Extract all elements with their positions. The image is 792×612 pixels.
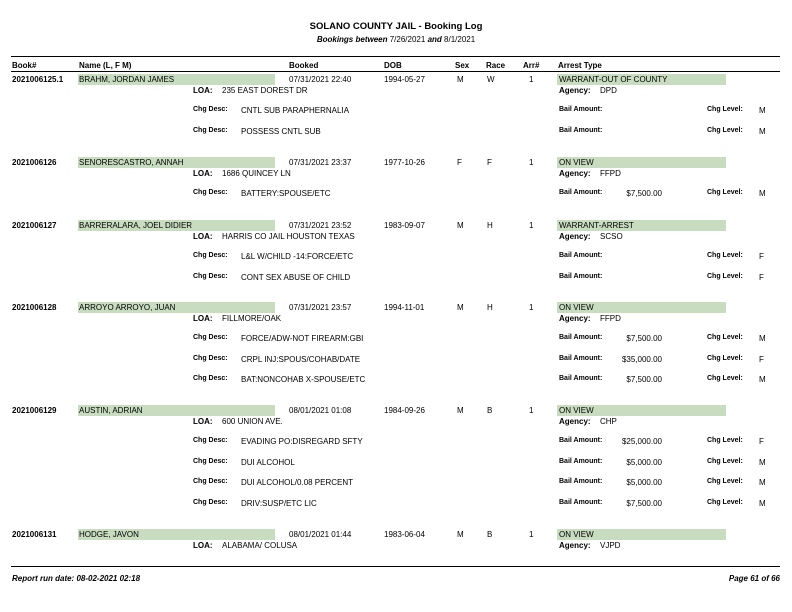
col-header-dob: DOB — [384, 61, 402, 70]
date-of-birth: 1983-09-07 — [384, 221, 425, 230]
sex-value: F — [457, 158, 462, 167]
charge-level-value: F — [759, 354, 764, 364]
agency-label: Agency: — [559, 541, 591, 550]
chg-desc-label: Chg Desc: — [193, 375, 228, 382]
agency-value: CHP — [600, 417, 617, 426]
arrest-type: ON VIEW — [559, 303, 594, 312]
agency-value: SCSO — [600, 232, 623, 241]
agency-label: Agency: — [559, 314, 591, 323]
bail-amount-value: $25,000.00 — [621, 437, 662, 446]
sex-value: M — [457, 221, 464, 230]
col-header-race: Race — [486, 61, 506, 70]
booked-datetime: 07/31/2021 23:37 — [289, 158, 352, 167]
chg-level-label: Chg Level: — [707, 354, 743, 362]
chg-level-label: Chg Level: — [707, 106, 743, 113]
charge-description: DUI ALCOHOL — [241, 457, 295, 467]
charge-level-value: M — [759, 106, 766, 115]
charge-description: CNTL SUB PARAPHERNALIA — [241, 106, 350, 115]
chg-level-label: Chg Level: — [707, 334, 743, 341]
arrest-type: ON VIEW — [559, 158, 594, 167]
chg-level-label: Chg Level: — [707, 375, 743, 382]
charge-level-value: M — [759, 126, 766, 136]
col-header-arrest-type: Arrest Type — [558, 61, 602, 70]
loa-value: FILLMORE/OAK — [222, 314, 282, 323]
loa-label: LOA: — [193, 417, 213, 426]
chg-level-label: Chg Level: — [707, 252, 743, 259]
booking-number: 2021006125.1 — [12, 75, 64, 84]
charge-description: CRPL INJ:SPOUS/COHAB/DATE — [241, 354, 361, 364]
col-header-name: Name (L, F M) — [79, 61, 132, 70]
bail-amount-label: Bail Amount: — [559, 252, 603, 259]
race-value: F — [487, 158, 492, 167]
arrest-number: 1 — [529, 406, 534, 415]
bail-amount-value: $35,000.00 — [621, 354, 662, 364]
chg-desc-label: Chg Desc: — [193, 457, 228, 465]
bail-amount-label: Bail Amount: — [559, 272, 603, 280]
booked-datetime: 07/31/2021 22:40 — [289, 75, 352, 84]
charge-level-value: M — [759, 498, 766, 508]
subtitle-prefix: Bookings between — [316, 35, 388, 44]
chg-level-label: Chg Level: — [707, 126, 743, 134]
booked-datetime: 08/01/2021 01:08 — [289, 406, 352, 415]
charge-description: L&L W/CHILD -14:FORCE/ETC — [241, 252, 354, 261]
bail-amount-value: $7,500.00 — [626, 375, 662, 384]
agency-value: VJPD — [600, 541, 621, 550]
bail-amount-value: $7,500.00 — [626, 498, 662, 508]
chg-desc-label: Chg Desc: — [193, 189, 228, 196]
chg-level-label: Chg Level: — [707, 437, 743, 444]
inmate-name: SENORESCASTRO, ANNAH — [79, 158, 184, 167]
header-rule-bottom — [11, 71, 780, 72]
chg-desc-label: Chg Desc: — [193, 126, 228, 134]
booked-datetime: 08/01/2021 01:44 — [289, 530, 352, 539]
loa-value: HARRIS CO JAIL HOUSTON TEXAS — [222, 232, 355, 241]
chg-desc-label: Chg Desc: — [193, 106, 228, 113]
chg-desc-label: Chg Desc: — [193, 252, 228, 259]
booked-datetime: 07/31/2021 23:57 — [289, 303, 352, 312]
agency-value: DPD — [600, 86, 617, 95]
chg-desc-label: Chg Desc: — [193, 498, 228, 506]
chg-level-label: Chg Level: — [707, 478, 743, 485]
arrest-number: 1 — [529, 303, 534, 312]
booking-number: 2021006126 — [12, 158, 57, 167]
race-value: W — [487, 75, 495, 84]
race-value: H — [487, 221, 493, 230]
col-header-sex: Sex — [455, 61, 470, 70]
charge-description: BATTERY:SPOUSE/ETC — [241, 189, 331, 198]
charge-description: POSSESS CNTL SUB — [241, 126, 321, 136]
inmate-name: AUSTIN, ADRIAN — [79, 406, 143, 415]
inmate-name: BRAHM, JORDAN JAMES — [79, 75, 175, 84]
bail-amount-label: Bail Amount: — [559, 498, 603, 506]
col-header-booked: Booked — [289, 61, 319, 70]
loa-label: LOA: — [193, 232, 213, 241]
footer-rule — [11, 566, 780, 567]
agency-label: Agency: — [559, 86, 591, 95]
bail-amount-value: $5,000.00 — [626, 478, 662, 487]
loa-label: LOA: — [193, 314, 213, 323]
booking-number: 2021006127 — [12, 221, 57, 230]
race-value: H — [487, 303, 493, 312]
arrest-number: 1 — [529, 75, 534, 84]
charge-description: FORCE/ADW-NOT FIREARM:GBI — [241, 334, 364, 343]
arrest-number: 1 — [529, 158, 534, 167]
charge-level-value: M — [759, 457, 766, 467]
inmate-name: HODGE, JAVON — [79, 530, 139, 539]
chg-desc-label: Chg Desc: — [193, 437, 228, 444]
page-number: Page 61 of 66 — [728, 574, 780, 583]
chg-level-label: Chg Level: — [707, 272, 743, 280]
date-of-birth: 1994-05-27 — [384, 75, 425, 84]
arrest-type: WARRANT-ARREST — [559, 221, 634, 230]
charge-description: DRIV:SUSP/ETC LIC — [241, 498, 317, 508]
arrest-number: 1 — [529, 530, 534, 539]
bail-amount-value: $7,500.00 — [626, 189, 662, 198]
bail-amount-label: Bail Amount: — [559, 334, 603, 341]
race-value: B — [487, 406, 493, 415]
loa-value: 600 UNION AVE. — [222, 417, 283, 426]
charge-level-value: M — [759, 478, 766, 487]
arrest-type: ON VIEW — [559, 406, 594, 415]
agency-value: FFPD — [600, 314, 621, 323]
bail-amount-label: Bail Amount: — [559, 437, 603, 444]
bail-amount-label: Bail Amount: — [559, 375, 603, 382]
booked-datetime: 07/31/2021 23:52 — [289, 221, 352, 230]
chg-desc-label: Chg Desc: — [193, 354, 228, 362]
race-value: B — [487, 530, 493, 539]
inmate-name: BARRERALARA, JOEL DIDIER — [79, 221, 193, 230]
header-rule-top — [11, 56, 780, 57]
date-to: 8/1/2021 — [444, 35, 476, 44]
sex-value: M — [457, 530, 464, 539]
date-of-birth: 1984-09-26 — [384, 406, 425, 415]
bail-amount-value: $7,500.00 — [626, 334, 662, 343]
loa-value: 235 EAST DOREST DR — [222, 86, 308, 95]
date-from: 7/26/2021 — [389, 35, 426, 44]
loa-value: ALABAMA/ COLUSA — [222, 541, 298, 550]
inmate-name: ARROYO ARROYO, JUAN — [79, 303, 176, 312]
charge-level-value: F — [759, 437, 764, 446]
bail-amount-value: $5,000.00 — [626, 457, 662, 467]
arrest-number: 1 — [529, 221, 534, 230]
col-header-arr: Arr# — [523, 61, 540, 70]
loa-label: LOA: — [193, 541, 213, 550]
bail-amount-label: Bail Amount: — [559, 478, 603, 485]
booking-number: 2021006131 — [12, 530, 57, 539]
bail-amount-label: Bail Amount: — [559, 457, 603, 465]
charge-description: CONT SEX ABUSE OF CHILD — [241, 272, 351, 282]
chg-level-label: Chg Level: — [707, 498, 743, 506]
agency-label: Agency: — [559, 232, 591, 241]
agency-value: FFPD — [600, 169, 621, 178]
charge-description: BAT:NONCOHAB X-SPOUSE/ETC — [241, 375, 366, 384]
agency-label: Agency: — [559, 169, 591, 178]
booking-number: 2021006129 — [12, 406, 57, 415]
loa-label: LOA: — [193, 86, 213, 95]
date-of-birth: 1983-06-04 — [384, 530, 425, 539]
chg-desc-label: Chg Desc: — [193, 272, 228, 280]
report-subtitle — [0, 35, 792, 44]
sex-value: M — [457, 303, 464, 312]
sex-value: M — [457, 406, 464, 415]
charge-level-value: M — [759, 334, 766, 343]
loa-value: 1686 QUINCEY LN — [222, 169, 291, 178]
arrest-type: WARRANT-OUT OF COUNTY — [559, 75, 668, 84]
charge-level-value: M — [759, 189, 766, 198]
date-of-birth: 1977-10-26 — [384, 158, 425, 167]
chg-desc-label: Chg Desc: — [193, 478, 228, 485]
charge-description: DUI ALCOHOL/0.08 PERCENT — [241, 478, 354, 487]
charge-level-value: F — [759, 272, 764, 282]
chg-desc-label: Chg Desc: — [193, 334, 228, 341]
bail-amount-label: Bail Amount: — [559, 189, 603, 196]
bail-amount-label: Bail Amount: — [559, 126, 603, 134]
chg-level-label: Chg Level: — [707, 457, 743, 465]
arrest-type: ON VIEW — [559, 530, 594, 539]
col-header-book: Book# — [12, 61, 37, 70]
date-of-birth: 1994-11-01 — [384, 303, 425, 312]
report-title: SOLANO COUNTY JAIL - Booking Log — [309, 21, 483, 32]
charge-description: EVADING PO:DISREGARD SFTY — [241, 437, 363, 446]
booking-number: 2021006128 — [12, 303, 57, 312]
charge-level-value: M — [759, 375, 766, 384]
sex-value: M — [457, 75, 464, 84]
loa-label: LOA: — [193, 169, 213, 178]
report-run-date: Report run date: 08-02-2021 02:18 — [12, 574, 141, 583]
bail-amount-label: Bail Amount: — [559, 354, 603, 362]
agency-label: Agency: — [559, 417, 591, 426]
charge-level-value: F — [759, 252, 764, 261]
bail-amount-label: Bail Amount: — [559, 106, 603, 113]
chg-level-label: Chg Level: — [707, 189, 743, 196]
and-word: and — [427, 35, 442, 44]
